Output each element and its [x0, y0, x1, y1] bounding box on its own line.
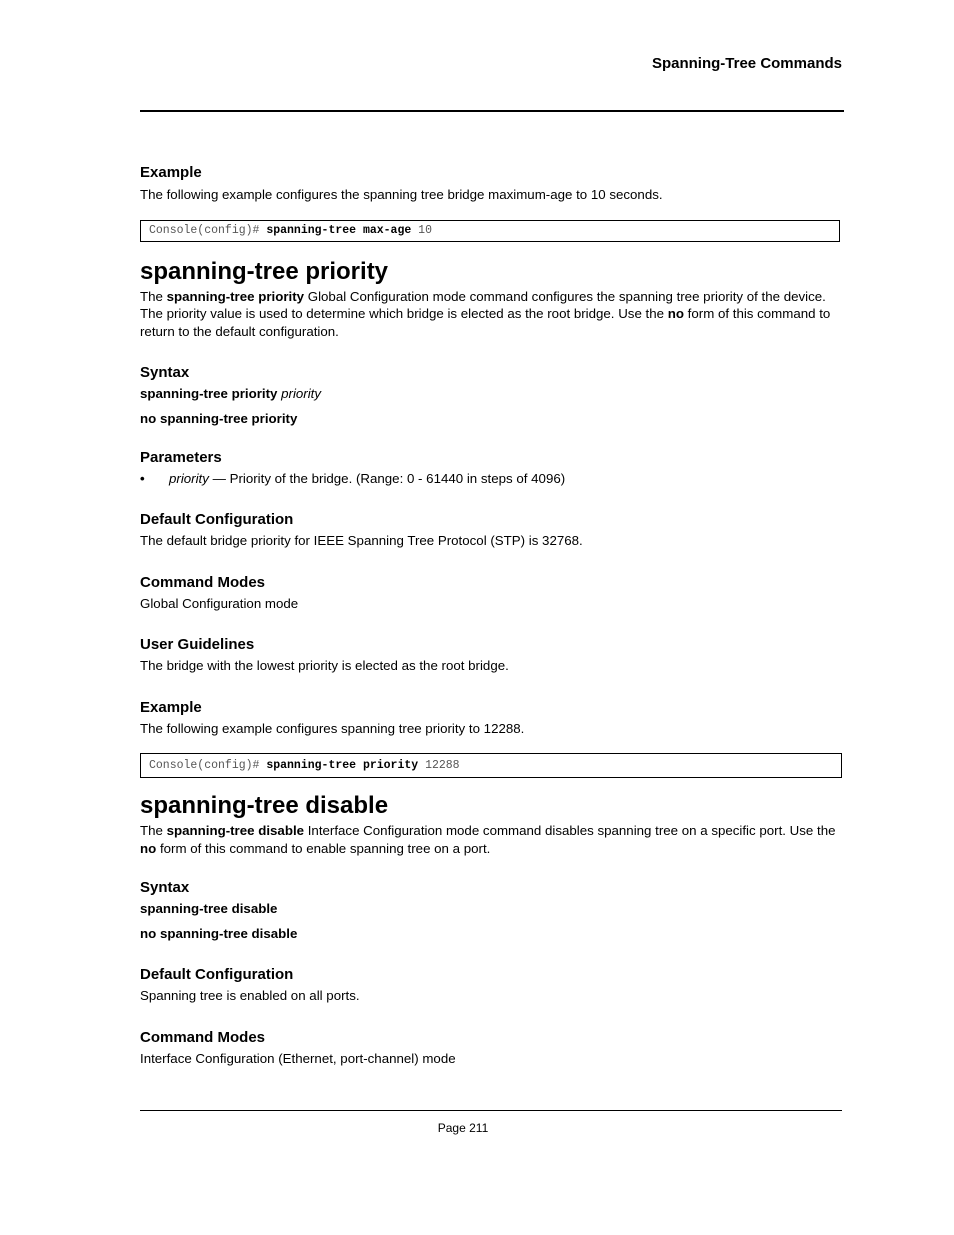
command-modes-heading: Command Modes: [140, 573, 266, 591]
section-title-priority: spanning-tree priority: [140, 257, 389, 285]
code-command: spanning-tree max-age: [266, 223, 412, 237]
default-config-text: The default bridge priority for IEEE Spanning Tree Protocol (STP) is 32768.: [140, 533, 583, 548]
syntax-line-no: no spanning-tree priority: [140, 411, 298, 426]
page-content: [140, 164, 842, 1067]
command-modes-heading: Command Modes: [140, 1028, 266, 1046]
syntax-line-no: no spanning-tree disable: [140, 926, 298, 941]
user-guidelines-text: The bridge with the lowest priority is elected as the root bridge.: [140, 658, 509, 673]
parameter-item: • priority — Priority of the bridge. (Range: 0 - 61440 in steps of 4096): [140, 471, 566, 486]
default-config-heading: Default Configuration: [140, 966, 294, 983]
page-number: Page 211: [437, 1121, 489, 1135]
example-heading: Example: [140, 698, 202, 716]
user-guidelines-heading: User Guidelines: [140, 636, 255, 653]
syntax-heading: Syntax: [140, 879, 190, 896]
default-config-heading: Default Configuration: [140, 511, 294, 528]
command-modes-text: Global Configuration mode: [140, 595, 299, 611]
code-arg: 12288: [425, 759, 460, 772]
running-header: Spanning-Tree Commands: [651, 55, 842, 72]
disable-description: The spanning-tree disable Interface Configuration mode command disables spanning tree on a specific port. Use the no form of this command to enable spanning tree on a port.: [140, 823, 836, 856]
default-config-text: Spanning tree is enabled on all ports.: [140, 988, 360, 1003]
code-arg: 10: [418, 223, 432, 237]
example-heading: Example: [140, 164, 202, 181]
code-command: spanning-tree priority: [266, 759, 419, 772]
bullet: •: [140, 471, 145, 486]
code-example-max-age: [140, 220, 840, 242]
syntax-heading: Syntax: [140, 364, 190, 381]
code-example-priority: [140, 753, 842, 778]
code-prompt: Console(config)#: [149, 759, 260, 772]
command-modes-text: Interface Configuration (Ethernet, port-channel) mode: [140, 1050, 456, 1066]
code-prompt: Console(config)#: [149, 223, 260, 237]
syntax-line: spanning-tree priority priority: [140, 386, 322, 401]
footer-rule: [140, 1110, 842, 1111]
parameters-heading: Parameters: [140, 449, 222, 466]
example-text: The following example configures the spanning tree bridge maximum-age to 10 seconds.: [140, 187, 663, 202]
priority-description: The spanning-tree priority Global Configuration mode command configures the spanning tree priority of the device. The priority value is used to determine which bridge is elected as the root bridge. Use the no form of this command to return to the default configuration.: [140, 288, 831, 339]
syntax-line: spanning-tree disable: [140, 901, 278, 916]
header-rule: [140, 110, 844, 112]
example-text: The following example configures spanning tree priority to 12288.: [140, 720, 525, 736]
section-title-disable: spanning-tree disable: [140, 792, 389, 819]
